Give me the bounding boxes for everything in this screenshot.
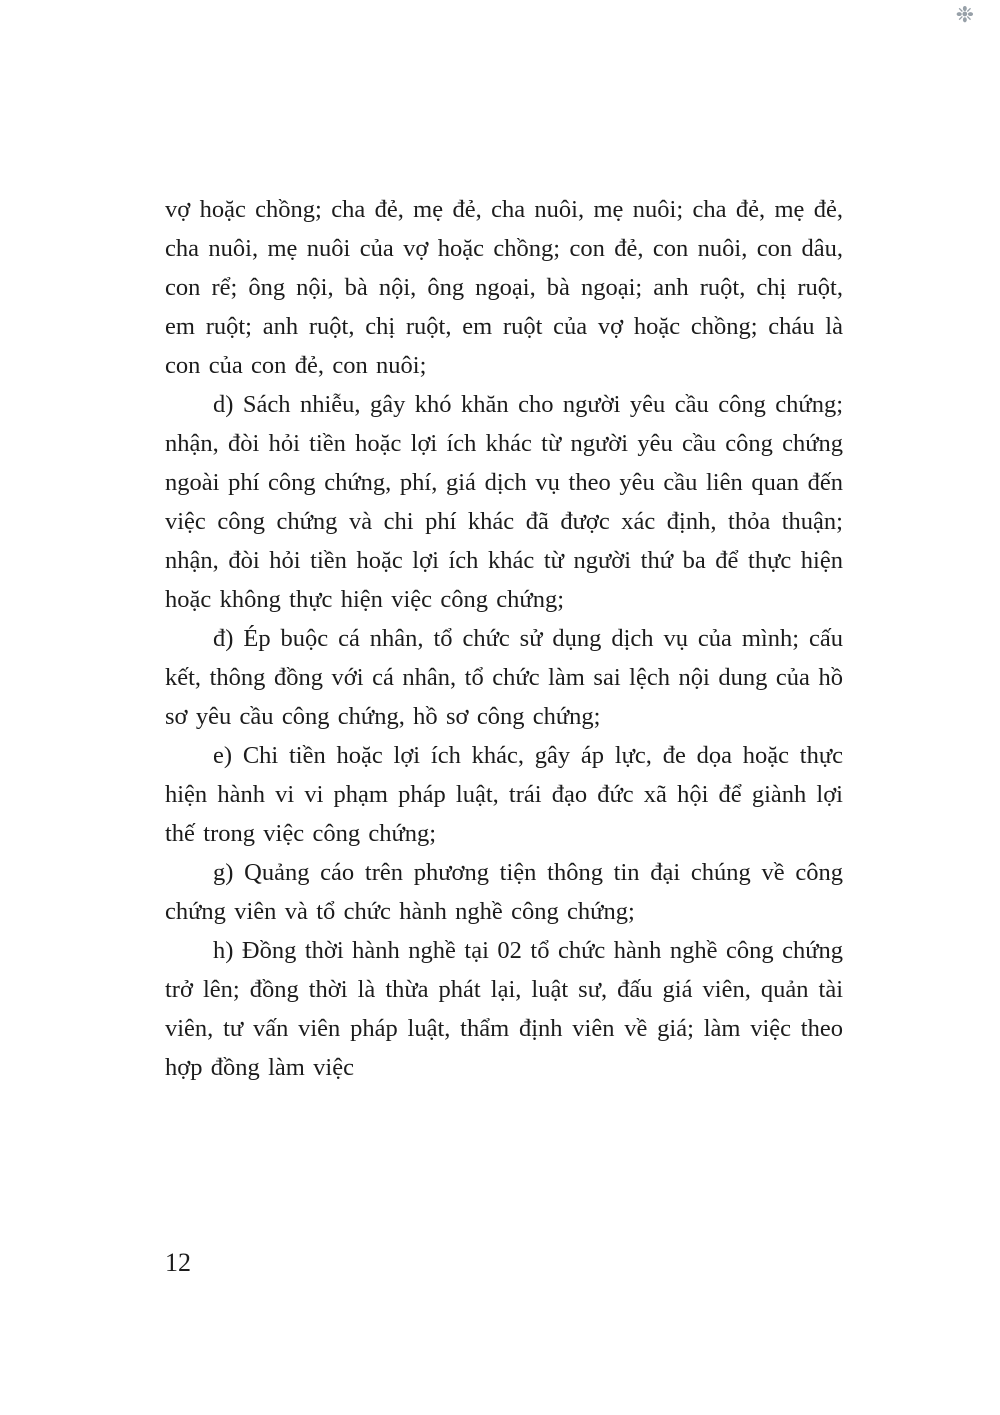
paragraph-point-dd: đ) Ép buộc cá nhân, tổ chức sử dụng dịch vụ của mình; cấu kết, thông đồng với cá nhân, tổ chức làm sai lệch nội dung của hồ sơ yêu cầu công chứng, hồ sơ công chứng; [165, 625, 843, 730]
flower-ornament-icon: ❉ [955, 2, 974, 27]
paragraph-point-h: h) Đồng thời hành nghề tại 02 tổ chức hành nghề công chứng trở lên; đồng thời là thừa phát lại, luật sư, đấu giá viên, quản tài viên, tư vấn viên pháp luật, thẩm định viên về giá; làm việc theo hợp đồng làm việc [165, 937, 843, 1081]
paragraph-point-d: d) Sách nhiễu, gây khó khăn cho người yêu cầu công chứng; nhận, đòi hỏi tiền hoặc lợi ích khác từ người yêu cầu công chứng ngoài phí công chứng, phí, giá dịch vụ theo yêu cầu liên quan đến việc công chứng và chi phí khác đã được xác định, thỏa thuận; nhận, đòi hỏi tiền hoặc lợi ích khác từ người thứ ba để thực hiện hoặc không thực hiện việc công chứng; [165, 391, 843, 613]
paragraph-point-e: e) Chi tiền hoặc lợi ích khác, gây áp lực, đe dọa hoặc thực hiện hành vi vi phạm pháp luật, trái đạo đức xã hội để giành lợi thế trong việc công chứng; [165, 742, 843, 847]
paragraph-point-g: g) Quảng cáo trên phương tiện thông tin đại chúng về công chứng viên và tổ chức hành nghề công chứng; [165, 859, 843, 925]
paragraph-continuation: vợ hoặc chồng; cha đẻ, mẹ đẻ, cha nuôi, mẹ nuôi; cha đẻ, mẹ đẻ, cha nuôi, mẹ nuôi của vợ hoặc chồng; con đẻ, con nuôi, con dâu, con rể; ông nội, bà nội, ông ngoại, bà ngoại; anh ruột, chị ruột, em ruột; anh ruột, chị ruột, em ruột của vợ hoặc chồng; cháu là con của con đẻ, con nuôi; [165, 196, 843, 379]
body-text-block [165, 190, 843, 1087]
page-number: 12 [165, 1248, 191, 1277]
